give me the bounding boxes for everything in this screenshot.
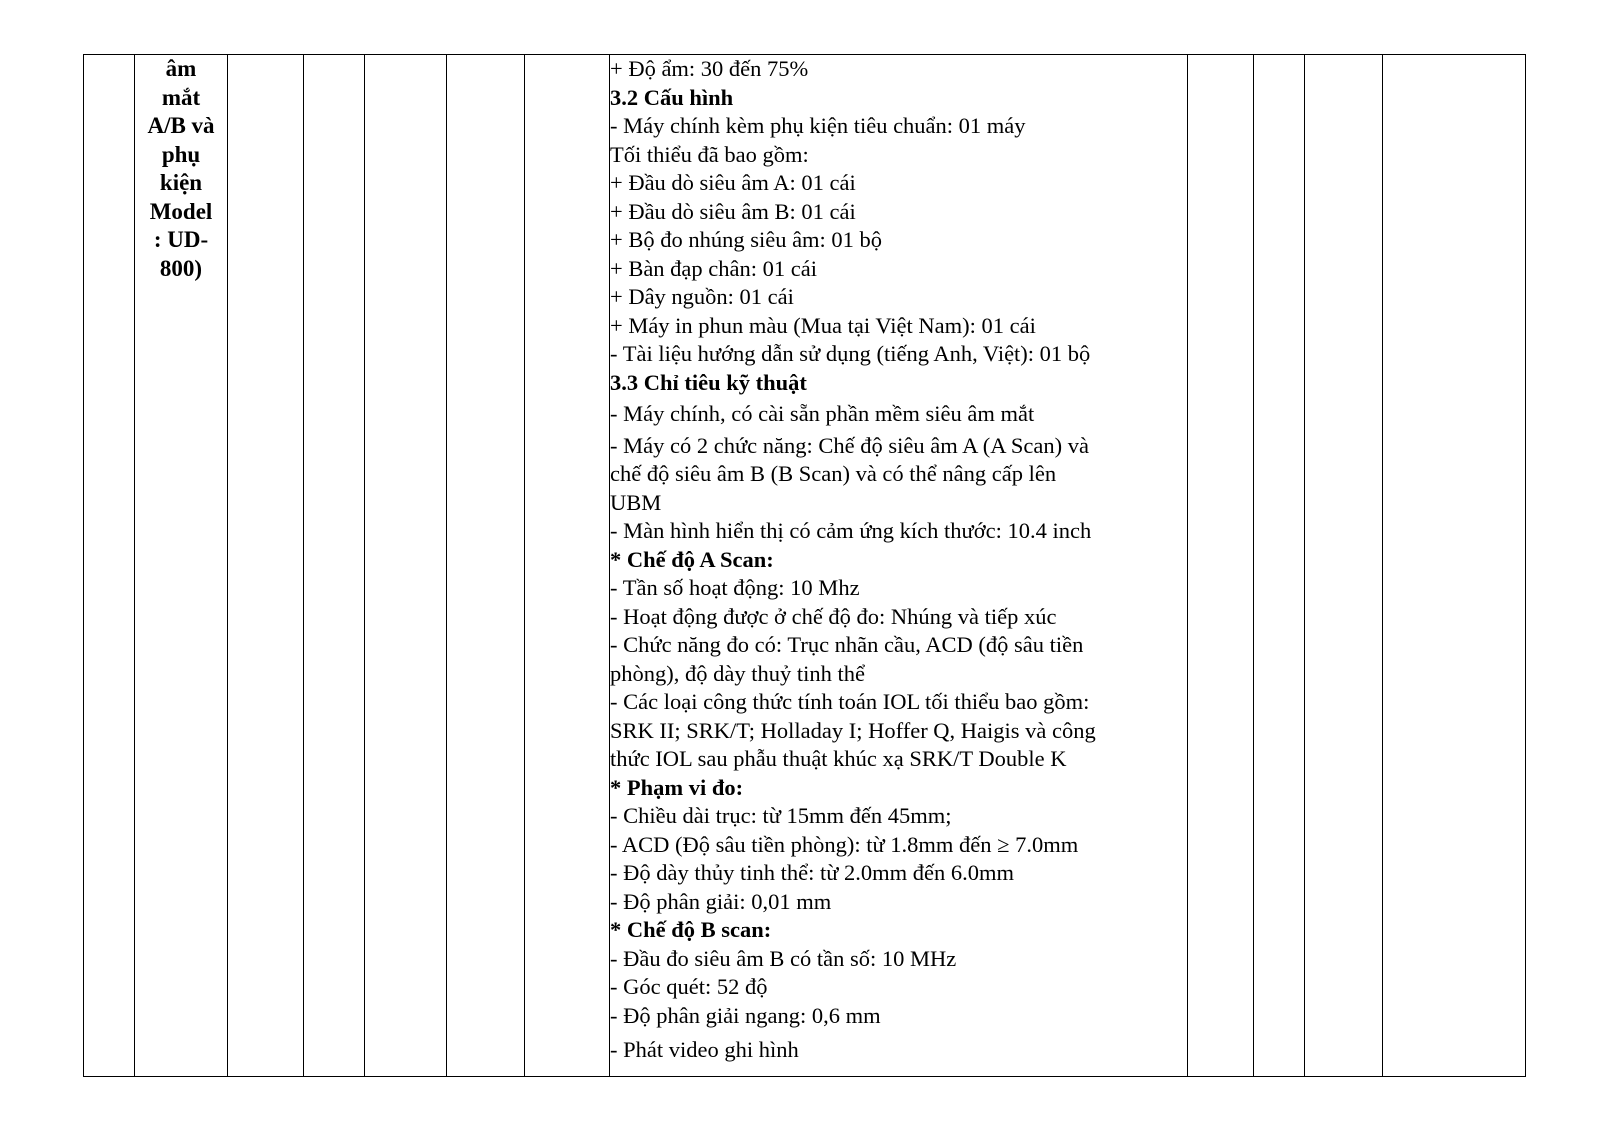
spec-line: - Chức năng đo có: Trục nhãn cầu, ACD (độ sâu tiền bbox=[610, 632, 1084, 657]
index-cell bbox=[84, 55, 135, 1077]
spec-line: + Máy in phun màu (Mua tại Việt Nam): 01 cái bbox=[610, 312, 1036, 338]
device-name-line: âm bbox=[165, 56, 197, 81]
empty-cell bbox=[365, 55, 447, 1077]
spec-line: thức IOL sau phẫu thuật khúc xạ SRK/T Double K bbox=[610, 746, 1067, 771]
device-name-line: Model bbox=[149, 198, 213, 224]
spec-table bbox=[83, 54, 1526, 1077]
spec-line: UBM bbox=[610, 489, 662, 515]
spec-line: - Tài liệu hướng dẫn sử dụng (tiếng Anh, Việt): 01 bộ bbox=[610, 341, 1091, 366]
table-row bbox=[84, 55, 1526, 1077]
device-name-line: : UD- bbox=[153, 227, 209, 252]
device-name-line: mắt bbox=[161, 84, 201, 110]
spec-line: - Đầu đo siêu âm B có tần số: 10 MHz bbox=[610, 945, 957, 971]
spec-heading: 3.3 Chỉ tiêu kỹ thuật bbox=[610, 369, 807, 395]
spec-lines bbox=[610, 55, 1187, 1065]
spec-line: + Bàn đạp chân: 01 cái bbox=[610, 255, 817, 281]
spec-line: - Độ phân giải ngang: 0,6 mm bbox=[610, 1002, 881, 1028]
empty-cell bbox=[1383, 55, 1526, 1077]
spec-line: - Chiều dài trục: từ 15mm đến 45mm; bbox=[610, 803, 952, 828]
device-name-line: phụ bbox=[161, 141, 201, 167]
spec-line: - Máy chính, có cài sẵn phần mềm siêu âm mắt bbox=[610, 401, 1035, 426]
spec-heading: 3.2 Cấu hình bbox=[610, 84, 734, 110]
spec-line: - Tần số hoạt động: 10 Mhz bbox=[610, 575, 860, 600]
spec-line: - Máy chính kèm phụ kiện tiêu chuẩn: 01 máy bbox=[610, 113, 1026, 138]
technical-spec-cell bbox=[610, 55, 1188, 1077]
spec-line: - Độ dày thủy tinh thể: từ 2.0mm đến 6.0mm bbox=[610, 860, 1015, 885]
empty-cell bbox=[1305, 55, 1383, 1077]
spec-line: - Màn hình hiển thị có cảm ứng kích thước: 10.4 inch bbox=[610, 518, 1092, 543]
spec-line: + Đầu dò siêu âm A: 01 cái bbox=[610, 170, 856, 195]
device-name-cell bbox=[135, 55, 228, 1077]
empty-cell bbox=[1188, 55, 1254, 1077]
empty-cell bbox=[228, 55, 304, 1077]
device-name-line: 800) bbox=[159, 255, 203, 281]
empty-cell bbox=[447, 55, 525, 1077]
spec-line: chế độ siêu âm B (B Scan) và có thể nâng cấp lên bbox=[610, 461, 1057, 486]
empty-cell bbox=[1254, 55, 1305, 1077]
spec-line: Tối thiểu đã bao gồm: bbox=[610, 141, 809, 167]
spec-line: - Độ phân giải: 0,01 mm bbox=[610, 888, 832, 914]
spec-line: - Các loại công thức tính toán IOL tối thiểu bao gồm: bbox=[610, 689, 1090, 714]
spec-line: + Dây nguồn: 01 cái bbox=[610, 284, 794, 309]
spec-line: + Bộ đo nhúng siêu âm: 01 bộ bbox=[610, 227, 883, 252]
spec-line: phòng), độ dày thuỷ tinh thể bbox=[610, 660, 865, 686]
device-name-line: kiện bbox=[159, 170, 203, 195]
spec-line: + Đầu dò siêu âm B: 01 cái bbox=[610, 198, 856, 224]
empty-cell bbox=[304, 55, 365, 1077]
spec-line: - Hoạt động được ở chế độ đo: Nhúng và tiếp xúc bbox=[610, 603, 1057, 629]
spec-line: - Góc quét: 52 độ bbox=[610, 974, 768, 999]
spec-line: - ACD (Độ sâu tiền phòng): từ 1.8mm đến ≥ 7.0mm bbox=[610, 831, 1079, 857]
empty-cell bbox=[525, 55, 610, 1077]
spec-line: - Phát video ghi hình bbox=[610, 1037, 799, 1062]
device-name-line: A/B và bbox=[147, 113, 215, 138]
spec-heading: * Chế độ A Scan: bbox=[610, 546, 774, 572]
spec-line: SRK II; SRK/T; Holladay I; Hoffer Q, Haigis và công bbox=[610, 717, 1096, 743]
spec-line: - Máy có 2 chức năng: Chế độ siêu âm A (A Scan) và bbox=[610, 432, 1089, 458]
spec-line: + Độ ẩm: 30 đến 75% bbox=[610, 56, 809, 81]
spec-heading: * Phạm vi đo: bbox=[610, 774, 744, 800]
spec-heading: * Chế độ B scan: bbox=[610, 917, 772, 942]
